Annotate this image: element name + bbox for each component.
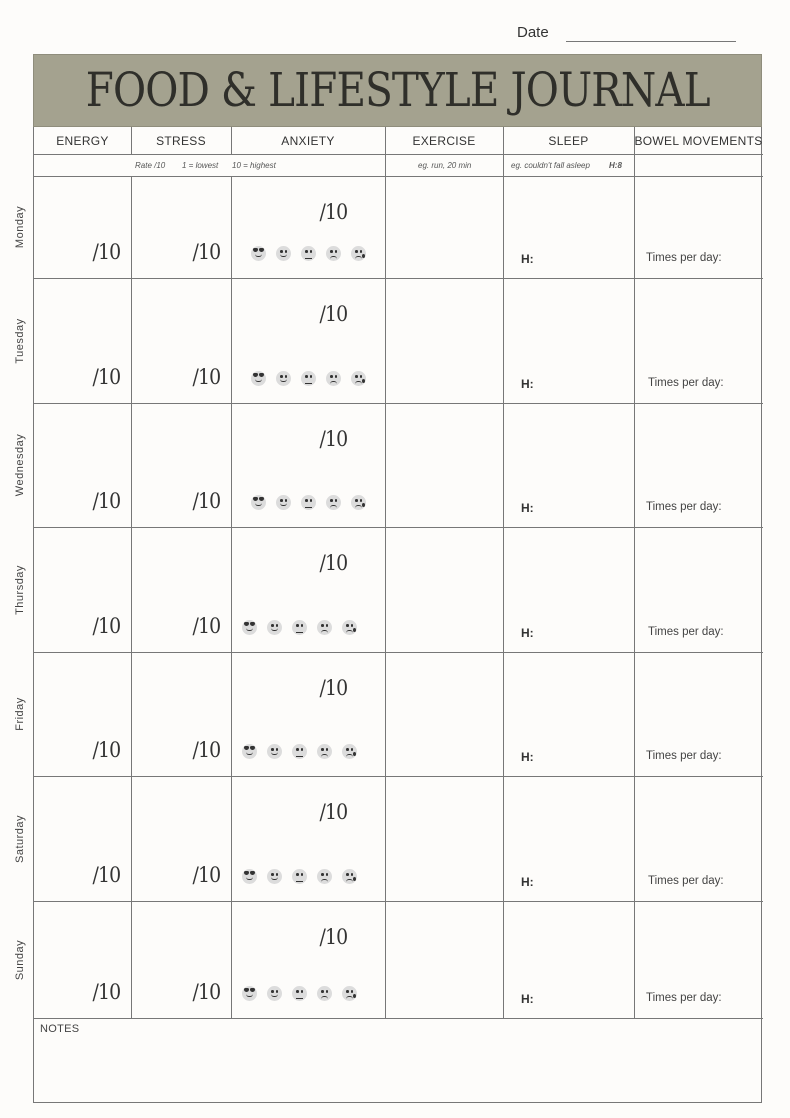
sleep-hours-label: H: — [521, 377, 534, 391]
cell-tuesday-exercise[interactable] — [385, 278, 503, 403]
crying-face-icon[interactable] — [342, 620, 357, 635]
cell-friday-exercise[interactable] — [385, 652, 503, 776]
day-label-wednesday: Wednesday — [14, 433, 26, 497]
times-per-day-label: Times per day: — [646, 501, 722, 513]
anxiety-score: /10 — [319, 427, 348, 451]
date-label: Date — [517, 24, 549, 41]
sad-face-icon[interactable] — [317, 620, 332, 635]
column-header-anxiety: ANXIETY — [281, 133, 335, 148]
day-label-thursday: Thursday — [14, 564, 26, 615]
energy-score: /10 — [92, 738, 121, 762]
times-per-day-label: Times per day: — [646, 992, 722, 1004]
energy-score: /10 — [92, 489, 121, 513]
hint-lowest: 1 = lowest — [182, 160, 219, 170]
day-label-monday: Monday — [14, 205, 26, 249]
sleep-hours-label: H: — [521, 252, 534, 266]
cell-sunday-anxiety[interactable] — [231, 901, 385, 1018]
crying-face-icon[interactable] — [351, 495, 366, 510]
sleep-hours-label: H: — [521, 992, 534, 1006]
energy-score: /10 — [92, 980, 121, 1004]
hint-sleep-hours: H:8 — [609, 160, 622, 170]
love-face-icon[interactable] — [251, 371, 266, 386]
smile-face-icon[interactable] — [267, 986, 282, 1001]
love-face-icon[interactable] — [251, 246, 266, 261]
neutral-face-icon[interactable] — [301, 495, 316, 510]
day-label-tuesday: Tuesday — [14, 317, 26, 364]
column-header-energy: ENERGY — [56, 133, 109, 148]
journal-grid — [14, 127, 763, 1103]
hint-exercise: eg. run, 20 min — [418, 160, 472, 170]
neutral-face-icon[interactable] — [301, 246, 316, 261]
neutral-face-icon[interactable] — [301, 371, 316, 386]
love-face-icon[interactable] — [242, 869, 257, 884]
column-divider-header — [634, 127, 635, 176]
anxiety-score: /10 — [319, 200, 348, 224]
day-label-friday: Friday — [14, 697, 26, 731]
cell-saturday-exercise[interactable] — [385, 776, 503, 901]
stress-score: /10 — [192, 240, 221, 264]
love-face-icon[interactable] — [242, 744, 257, 759]
energy-score: /10 — [92, 240, 121, 264]
sleep-hours-label: H: — [521, 750, 534, 764]
love-face-icon[interactable] — [242, 986, 257, 1001]
column-header-sleep: SLEEP — [548, 133, 589, 148]
stress-score: /10 — [192, 738, 221, 762]
anxiety-score: /10 — [319, 800, 348, 824]
sad-face-icon[interactable] — [326, 495, 341, 510]
smile-face-icon[interactable] — [276, 371, 291, 386]
column-divider-header — [231, 127, 232, 154]
day-label-saturday: Saturday — [14, 814, 26, 863]
cell-monday-anxiety[interactable] — [231, 176, 385, 278]
notes-label: NOTES — [40, 1023, 80, 1035]
row-divider — [34, 1018, 763, 1019]
crying-face-icon[interactable] — [351, 371, 366, 386]
neutral-face-icon[interactable] — [292, 620, 307, 635]
hint-rate: Rate /10 — [135, 160, 166, 170]
page-title: FOOD & LIFESTYLE JOURNAL — [85, 63, 710, 118]
stress-score: /10 — [192, 614, 221, 638]
crying-face-icon[interactable] — [342, 744, 357, 759]
smile-face-icon[interactable] — [267, 620, 282, 635]
column-header-exercise: EXERCISE — [412, 133, 476, 148]
crying-face-icon[interactable] — [342, 869, 357, 884]
neutral-face-icon[interactable] — [292, 986, 307, 1001]
neutral-face-icon[interactable] — [292, 744, 307, 759]
sad-face-icon[interactable] — [326, 246, 341, 261]
stress-score: /10 — [192, 980, 221, 1004]
anxiety-score: /10 — [319, 551, 348, 575]
hint-highest: 10 = highest — [232, 160, 276, 170]
times-per-day-label: Times per day: — [648, 626, 724, 638]
sad-face-icon[interactable] — [326, 371, 341, 386]
anxiety-score: /10 — [319, 676, 348, 700]
column-divider-header — [131, 127, 132, 154]
stress-score: /10 — [192, 863, 221, 887]
cell-monday-exercise[interactable] — [385, 176, 503, 278]
energy-score: /10 — [92, 614, 121, 638]
smile-face-icon[interactable] — [267, 744, 282, 759]
column-divider-header — [503, 127, 504, 176]
times-per-day-label: Times per day: — [648, 875, 724, 887]
smile-face-icon[interactable] — [276, 495, 291, 510]
header-divider — [34, 154, 763, 155]
sad-face-icon[interactable] — [317, 869, 332, 884]
sleep-hours-label: H: — [521, 875, 534, 889]
date-field[interactable] — [566, 41, 736, 42]
stress-score: /10 — [192, 365, 221, 389]
love-face-icon[interactable] — [242, 620, 257, 635]
anxiety-score: /10 — [319, 302, 348, 326]
neutral-face-icon[interactable] — [292, 869, 307, 884]
smile-face-icon[interactable] — [276, 246, 291, 261]
anxiety-score: /10 — [319, 925, 348, 949]
column-divider-header — [385, 127, 386, 176]
smile-face-icon[interactable] — [267, 869, 282, 884]
times-per-day-label: Times per day: — [646, 252, 722, 264]
times-per-day-label: Times per day: — [648, 377, 724, 389]
column-header-bowel-movements: BOWEL MOVEMENTS — [634, 133, 763, 148]
sleep-hours-label: H: — [521, 501, 534, 515]
crying-face-icon[interactable] — [342, 986, 357, 1001]
crying-face-icon[interactable] — [351, 246, 366, 261]
cell-sunday-exercise[interactable] — [385, 901, 503, 1018]
stress-score: /10 — [192, 489, 221, 513]
title-banner — [33, 54, 762, 127]
cell-wednesday-exercise[interactable] — [385, 403, 503, 527]
cell-thursday-exercise[interactable] — [385, 527, 503, 652]
sleep-hours-label: H: — [521, 626, 534, 640]
sad-face-icon[interactable] — [317, 744, 332, 759]
energy-score: /10 — [92, 863, 121, 887]
energy-score: /10 — [92, 365, 121, 389]
times-per-day-label: Times per day: — [646, 750, 722, 762]
love-face-icon[interactable] — [251, 495, 266, 510]
day-label-sunday: Sunday — [14, 939, 26, 980]
hint-sleep: eg. couldn't fall asleep — [511, 160, 590, 170]
column-header-stress: STRESS — [156, 133, 206, 148]
date-row — [0, 24, 790, 48]
sad-face-icon[interactable] — [317, 986, 332, 1001]
